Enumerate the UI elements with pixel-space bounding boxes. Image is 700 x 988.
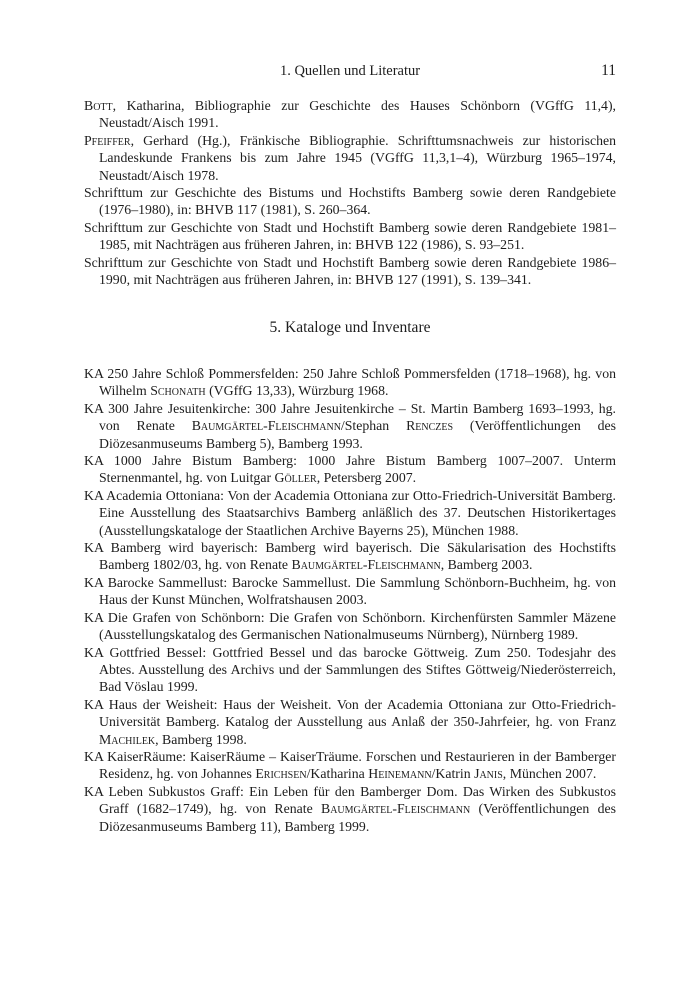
catalogue-entry (84, 574, 616, 609)
entry-text: KA Academia Ottoniana: Von der Academia Ottoniana zur Otto-Friedrich-Universität Bamberg. Eine Ausstellung des Staatsarchivs Bamberg anläßlich des 37. Deutschen Historikertages (Ausstellungskataloge der Staatlichen Archive Bayerns 25), München 1988. (84, 487, 616, 538)
entry-text: KA KaiserRäume: KaiserRäume – KaiserTräume. Forschen und Restaurieren in der Bamberger Residenz, hg. von Johannes (84, 748, 616, 782)
entry-text: KA 250 Jahre Schloß Pommersfelden: 250 Jahre Schloß Pommersfelden (1718–1968), hg. von Wilhelm (84, 366, 616, 399)
entry-text: (VGffG 13,33), Würzburg 1968. (205, 383, 389, 399)
bibliography-entry (84, 184, 616, 219)
catalogue-entry (84, 748, 616, 783)
person-name: Baumgärtel-Fleischmann (291, 557, 441, 573)
bibliography-entry (84, 97, 616, 132)
entry-text: , Katharina, Bibliographie zur Geschichte des Hauses Schönborn (VGffG 11,4), Neustadt/Aisch 1991. (99, 98, 616, 131)
section-heading: 5. Kataloge und Inventare (269, 319, 431, 336)
catalogue-list (84, 365, 616, 835)
entry-text: (Veröffentlichungen des Diözesanmuseums Bamberg 11), Bamberg 1999. (99, 801, 616, 834)
entry-text: , Bamberg 1998. (155, 731, 247, 747)
page-number: 11 (601, 62, 616, 79)
person-name: Janis (474, 766, 503, 782)
catalogue-entry (84, 783, 616, 835)
person-name: Heinemann (368, 766, 432, 782)
bibliography-entry (84, 219, 616, 254)
catalogue-entry (84, 696, 616, 748)
entry-text: KA Barocke Sammellust: Barocke Sammellust. Die Sammlung Schönborn-Buchheim, hg. von Haus der Kunst München, Wolfratshausen 2003. (84, 574, 616, 608)
entry-text: KA Bamberg wird bayerisch: Bamberg wird bayerisch. Die Säkularisation des Hochstifts Bamberg 1802/03, hg. von Renate (84, 540, 616, 573)
entry-text: Schrifttum zur Geschichte von Stadt und Hochstift Bamberg sowie deren Randgebiete 1981–1985, mit Nachträgen aus früheren Jahren, in: BHVB 122 (1986), S. 93–251. (84, 219, 616, 253)
entry-text: , München 2007. (502, 766, 597, 782)
author-name: Bott (84, 98, 113, 113)
entry-text: KA Leben Subkustos Graff: Ein Leben für den Bamberger Dom. Das Wirken des Subkustos Graff (1682–1749), hg. von Renate (84, 783, 616, 817)
person-name: Baumgärtel-Fleischmann (321, 801, 471, 817)
person-name: Göller (274, 470, 317, 486)
entry-text: , Gerhard (Hg.), Fränkische Bibliographie. Schrifttumsnachweis zur historischen Landeskunde Frankens bis zum Jahre 1945 (VGffG 11,3,1–4), Würzburg 1965–1974, Neustadt/Aisch 1978. (99, 132, 616, 183)
bibliography-list (84, 97, 616, 288)
catalogue-entry (84, 539, 616, 574)
author-name: Pfeiffer (84, 132, 131, 148)
catalogue-entry (84, 609, 616, 644)
catalogue-entry (84, 452, 616, 487)
entry-text: KA Haus der Weisheit: Haus der Weisheit. Von der Academia Ottoniana zur Otto-Friedrich-Universität Bamberg. Katalog der Ausstellung aus Anlaß der 350-Jahrfeier, hg. von Franz (84, 696, 616, 730)
catalogue-entry (84, 400, 616, 452)
entry-text: KA Gottfried Bessel: Gottfried Bessel und das barocke Göttweig. Zum 250. Todesjahr des Abtes. Ausstellung des Archivs und der Sammlungen des Stiftes Göttweig/Niederösterreich, Bad Vöslau 1999. (84, 644, 616, 695)
entry-text: (Veröffentlichungen des Diözesanmuseums Bamberg 5), Bamberg 1993. (99, 418, 616, 451)
entry-text: , Petersberg 2007. (316, 470, 417, 486)
person-name: Machilek (99, 731, 156, 747)
catalogue-entry (84, 644, 616, 696)
running-head (84, 61, 616, 81)
entry-text: Schrifttum zur Geschichte des Bistums und Hochstifts Bamberg sowie deren Randgebiete (1976–1980), in: BHVB 117 (1981), S. 260–364. (84, 185, 616, 218)
person-name: Erichsen (255, 766, 307, 782)
person-name: Schonath (150, 383, 206, 399)
entry-text: /Stephan (340, 418, 407, 434)
entry-text: KA Die Grafen von Schönborn: Die Grafen von Schönborn. Kirchenfürsten Sammler Mäzene (Ausstellungskatalog des Germanischen Nationalmuseums Nürnberg), Nürnberg 1989. (84, 609, 616, 643)
bibliography-entry (84, 132, 616, 184)
bibliography-entry (84, 254, 616, 289)
running-title: 1. Quellen und Literatur (279, 63, 421, 79)
person-name: Baumgärtel-Fleischmann (191, 418, 341, 434)
catalogue-entry (84, 487, 616, 539)
entry-text: KA 300 Jahre Jesuitenkirche: 300 Jahre Jesuitenkirche – St. Martin Bamberg 1693–1993, hg. von Renate (84, 400, 616, 434)
entry-text: /Katharina (306, 766, 369, 782)
entry-text: , Bamberg 2003. (440, 557, 533, 573)
entry-text: KA 1000 Jahre Bistum Bamberg: 1000 Jahre Bistum Bamberg 1007–2007. Unterm Sternenmantel, hg. von Luitgar (84, 453, 616, 486)
catalogue-entry (84, 365, 616, 400)
entry-text: /Katrin (431, 766, 475, 782)
person-name: Renczes (406, 418, 454, 434)
entry-text: Schrifttum zur Geschichte von Stadt und Hochstift Bamberg sowie deren Randgebiete 1986–1990, mit Nachträgen aus früheren Jahren, in: BHVB 127 (1991), S. 139–341. (84, 254, 616, 288)
